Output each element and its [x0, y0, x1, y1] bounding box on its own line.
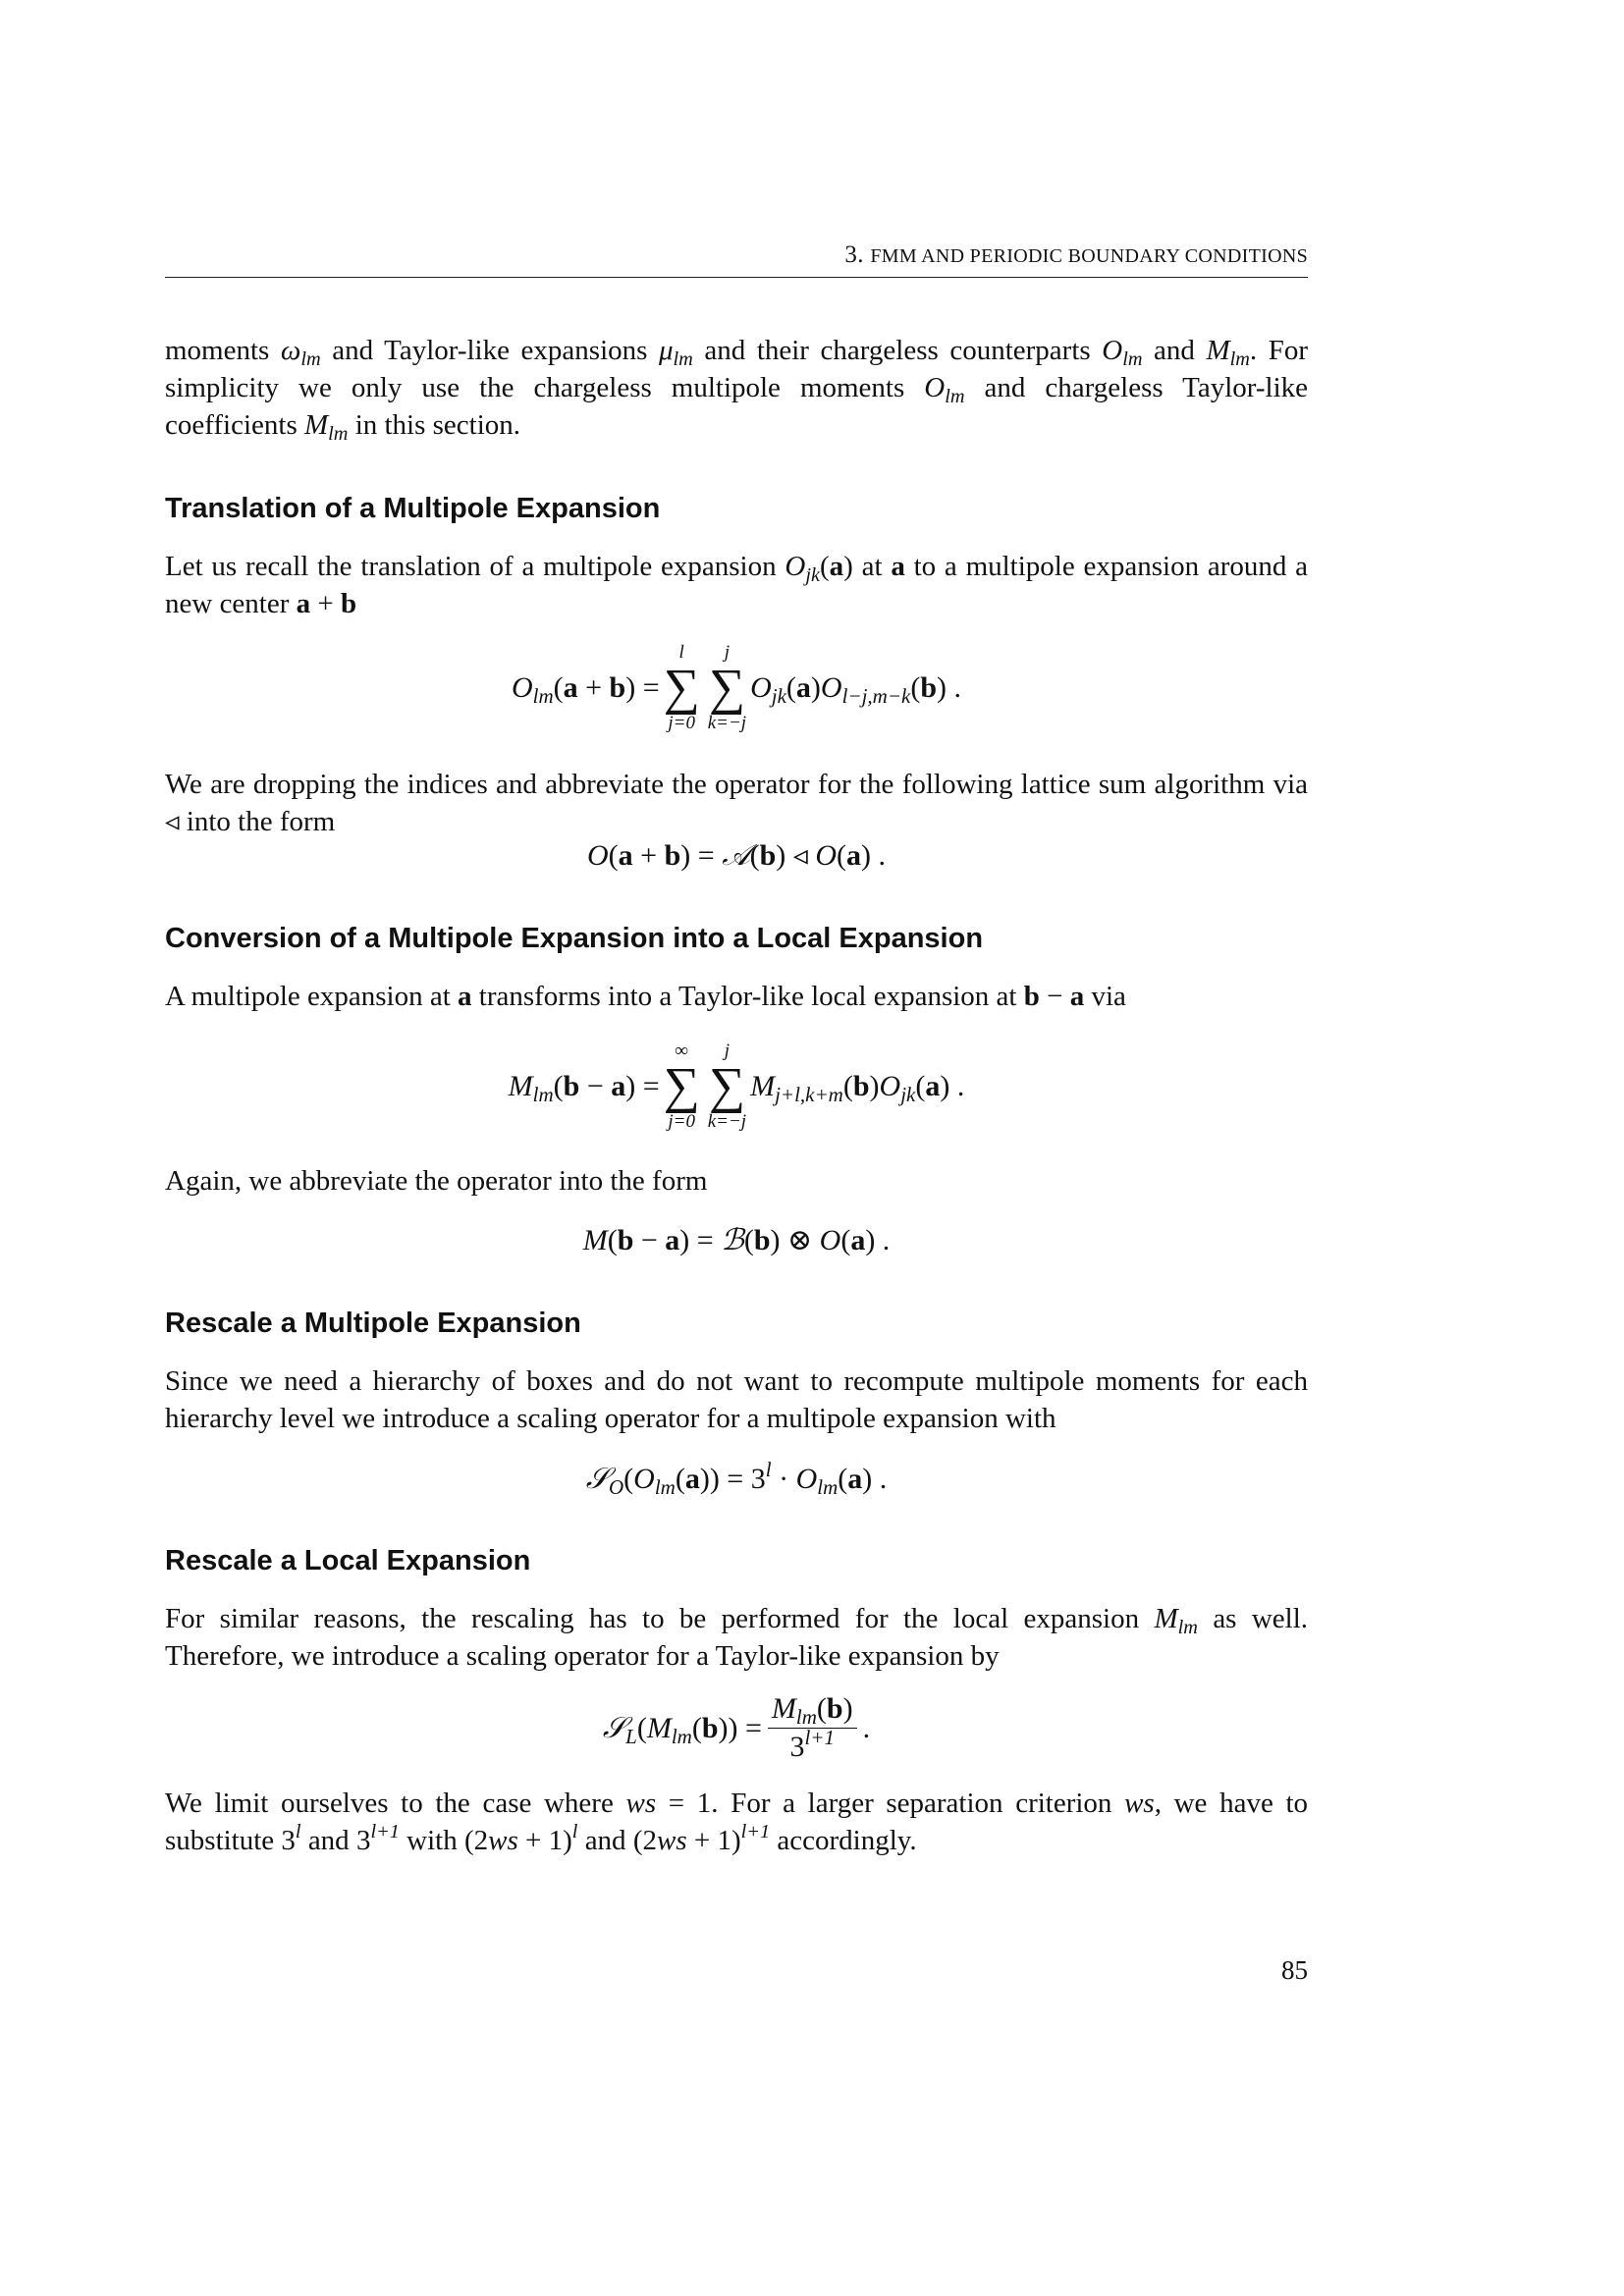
conversion-paragraph: A multipole expansion at a transforms into a Taylor-like local expansion at b − a via	[165, 981, 1126, 1012]
rescale-local-paragraph: For similar reasons, the rescaling has to be performed for the local expansion $M_{lm}$ as well. Therefore, we introduce a scaling operator for a Taylor-like expansion by	[165, 1603, 1309, 1672]
rescale-multipole-paragraph: Since we need a hierarchy of boxes and do not want to recompute multipole moments for each hierarchy level we introduce a scaling operator for a multipole expansion with	[165, 1365, 1308, 1434]
section-heading-rescale-multipole: Rescale a Multipole Expansion	[165, 1308, 581, 1339]
page-number: 85	[1281, 1955, 1308, 1985]
section-heading-conversion: Conversion of a Multipole Expansion into a Local Expansion	[165, 923, 984, 954]
header-rule	[165, 277, 1308, 278]
section-heading-translation: Translation of a Multipole Expansion	[165, 493, 661, 524]
equation-rescale-multipole: $𝒮_O(O_{lm}(a)) = 3^l \cdot O_{lm}(a)$ .	[585, 1458, 888, 1499]
chapter-title: FMM AND PERIODIC BOUNDARY CONDITIONS	[870, 245, 1308, 267]
section-heading-rescale-local: Rescale a Local Expansion	[165, 1545, 531, 1576]
equation-translation: $O_{lm}(a + b)$ = l ∑ j=0 j ∑ k=−j $O_{jk}(a)O_{l-j,m-k}(b)$ .	[511, 642, 962, 733]
equation-conversion: $M_{lm}(b - a)$ = ∞ ∑ j=0 j ∑ k=−j $M_{j+l,k+m}(b)O_{jk}(a)$ .	[508, 1041, 965, 1132]
equation-conversion-short: M(b − a) = ℬ(b) ⊗ O(a) .	[582, 1224, 891, 1256]
separation-criterion-paragraph: We limit ourselves to the case where ws = 1. For a larger separation criterion ws, we have to substitute 3$^l$ and $3^{l+1}$ with $(2ws + 1)^l$ and $(2ws + 1)^{l+1}$ accordingly.	[165, 1788, 1309, 1856]
running-head	[165, 241, 1308, 269]
equation-translation-short: O(a + b) = 𝒜(b) ◃ O(a) .	[586, 839, 886, 872]
intro-paragraph: moments $\omega_{lm}$ and Taylor-like expansions $\mu_{lm}$ and their chargeless counterparts $O_{lm}$ and $M_{lm}$. For simplicity we only use the chargeless multipole moments $O_{lm}$ and chargeless Taylor-like coefficients $M_{lm}$ in this section.	[165, 335, 1309, 445]
equation-rescale-local: $𝒮_L(M_{lm}(b))$ = $\frac{M_{lm}(b)}{3^{l+1}}$ .	[602, 1692, 871, 1763]
translation-paragraph: Let us recall the translation of a multipole expansion $O_{jk}(a)$ at a to a multipole expansion around a new center a + b	[165, 551, 1309, 619]
conversion-abbreviation: Again, we abbreviate the operator into the form	[165, 1165, 708, 1197]
abbreviation-paragraph: We are dropping the indices and abbreviate the operator for the following lattice sum algorithm via ◃ into the form	[165, 769, 1308, 837]
chapter-number: 3.	[844, 241, 864, 268]
